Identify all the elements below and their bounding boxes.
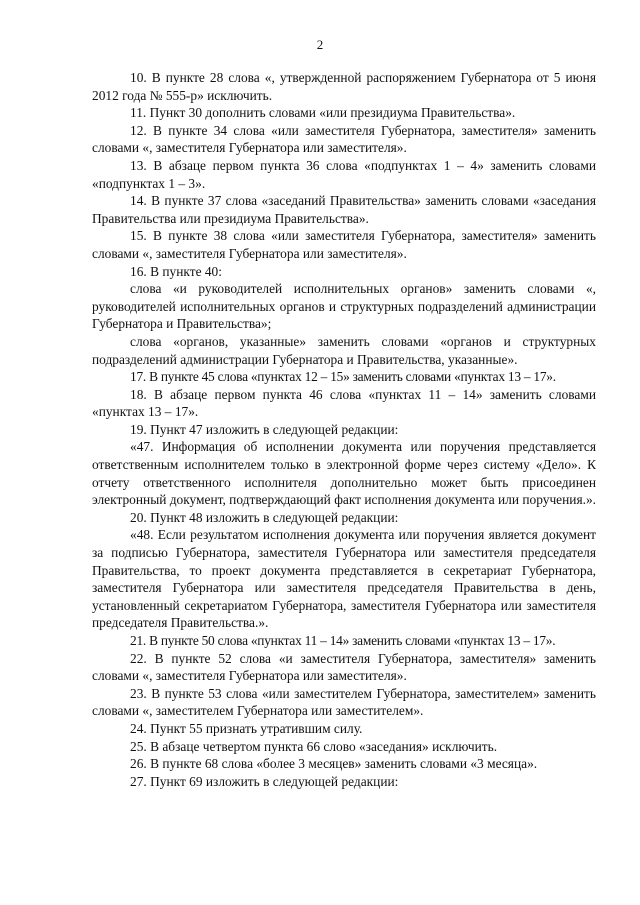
- paragraph-17: 17. В пункте 45 слова «пунктах 12 – 15» заменить словами «пунктах 13 – 17».: [130, 369, 556, 385]
- paragraph-16-item-1: слова «и руководителей исполнительных органов» заменить словами «, руководителей исполнительных органов и структурных подразделений администрации Губернатора и Правительства»;: [92, 281, 596, 332]
- paragraph-12: 12. В пункте 34 слова «или заместителя Губернатора, заместителя» заменить словами «, заместителя Губернатора или заместителя».: [92, 122, 596, 156]
- page-number: 2: [316, 37, 324, 52]
- paragraph-21: 21. В пункте 50 слова «пунктах 11 – 14» заменить словами «пунктах 13 – 17».: [130, 633, 556, 648]
- paragraph-18: 18. В абзаце первом пункта 46 слова «пунктах 11 – 14» заменить словами «пунктах 13 – 17».: [92, 386, 596, 420]
- paragraph-14: 14. В пункте 37 слова «заседаний Правительства» заменить словами «заседания Правительства или президиума Правительства».: [92, 193, 596, 226]
- paragraph-16-item-2: слова «органов, указанные» заменить словами «органов и структурных подразделений администрации Губернатора и Правительства, указанные».: [92, 333, 596, 367]
- document-body: [92, 69, 596, 790]
- paragraph-24: 24. Пункт 55 признать утратившим силу.: [130, 720, 363, 736]
- paragraph-25: 25. В абзаце четвертом пункта 66 слово «заседания» исключить.: [130, 738, 498, 754]
- paragraph-20: 20. Пункт 48 изложить в следующей редакции:: [130, 509, 399, 525]
- paragraph-48-text: «48. Если результатом исполнения документа или поручения является документ за подписью Губернатора, заместителя Губернатора или заместителя председателя Правительства, то проект документа представляется в секретариат Губернатора, заместителя Губернатора или заместителя председателя Правительства в день, установленный секретариатом Губернатора, заместителя Губернатора или заместителя председателя Правительства.».: [92, 527, 596, 631]
- paragraph-22: 22. В пункте 52 слова «и заместителя Губернатора, заместителя» заменить словами «, заместителя Губернатора или заместителя».: [92, 650, 596, 684]
- paragraph-11: 11. Пункт 30 дополнить словами «или президиума Правительства».: [130, 105, 516, 121]
- paragraph-23: 23. В пункте 53 слова «или заместителем Губернатора, заместителем» заменить словами «, заместителем Губернатора или заместителем».: [92, 685, 596, 719]
- paragraph-13: 13. В абзаце первом пункта 36 слова «подпунктах 1 – 4» заменить словами «подпунктах 1 – 3».: [92, 157, 596, 191]
- paragraph-27: 27. Пункт 69 изложить в следующей редакции:: [130, 773, 399, 789]
- paragraph-16: 16. В пункте 40:: [130, 263, 222, 279]
- paragraph-26: 26. В пункте 68 слова «более 3 месяцев» заменить словами «3 месяца».: [130, 756, 538, 772]
- paragraph-47-text: «47. Информация об исполнении документа или поручения представляется ответственным исполнителем только в электронной форме через систему «Дело». К отчету ответственного исполнителя дополнительно может быть присоединен электронный документ, подтверждающий факт исполнения документа или поручения.».: [92, 439, 597, 508]
- paragraph-10: 10. В пункте 28 слова «, утвержденной распоряжением Губернатора от 5 июня 2012 года № 555-р» исключить.: [92, 70, 596, 103]
- paragraph-19: 19. Пункт 47 изложить в следующей редакции:: [130, 421, 399, 437]
- paragraph-15: 15. В пункте 38 слова «или заместителя Губернатора, заместителя» заменить словами «, заместителя Губернатора или заместителя».: [92, 228, 596, 261]
